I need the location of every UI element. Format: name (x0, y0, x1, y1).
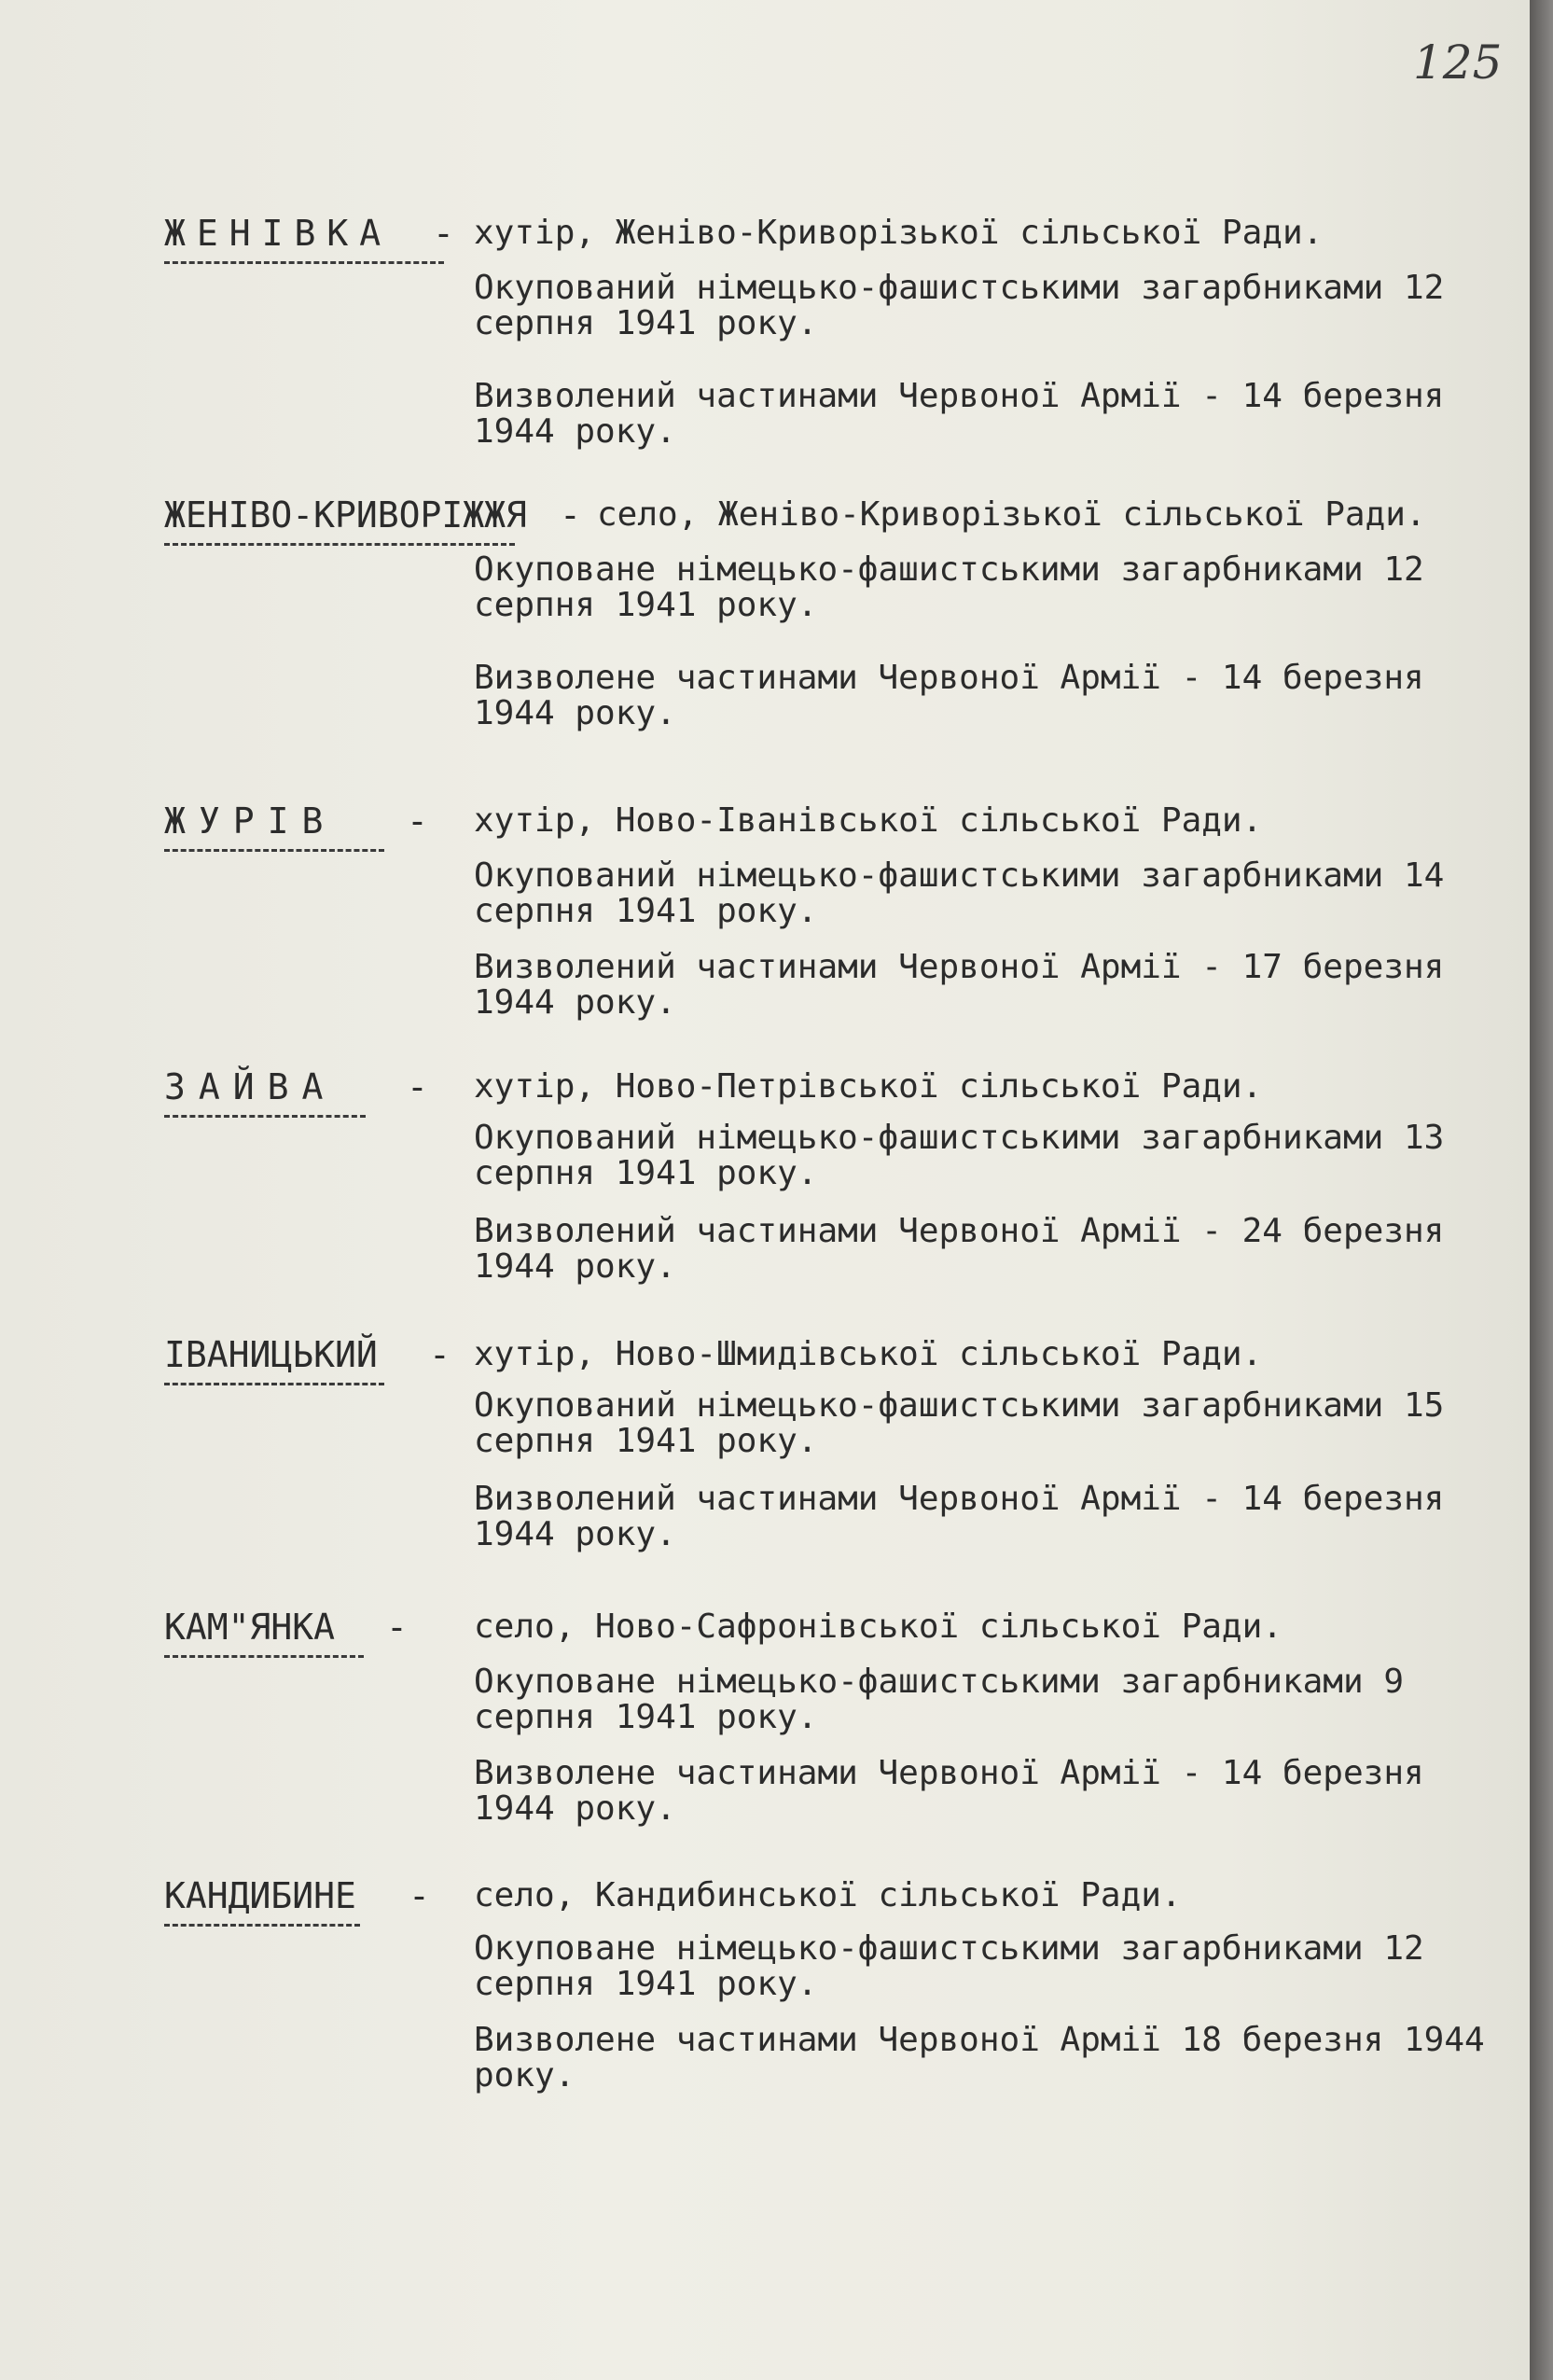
entry-term: ЖЕНІВО-КРИВОРІЖЖЯ (164, 494, 527, 536)
entry-dash: - (433, 213, 454, 254)
entry-dash: - (409, 1875, 430, 1916)
entry-term: ЖЕНІВКА (164, 213, 393, 254)
entry-liberated: Визволене частинами Червоної Армії - 14 березня 1944 року. (474, 659, 1424, 732)
entry-term: ЗАЙВА (164, 1066, 337, 1107)
entry-first-line: село, Женіво-Криворізької сільської Ради. (597, 495, 1426, 534)
entry-liberated: Визволений частинами Червоної Армії - 14 березня 1944 року. (474, 377, 1445, 451)
entry-occupied: Окуповане німецько-фашистськими загарбниками 12 серпня 1941 року. (474, 550, 1424, 624)
entry-liberated: Визволений частинами Червоної Армії - 14 березня 1944 року. (474, 1480, 1445, 1553)
entry-liberated: Визволене частинами Червоної Армії 18 березня 1944 року. (474, 2021, 1485, 2095)
entry-dash: - (407, 1066, 428, 1107)
term-underline (164, 1924, 360, 1927)
entry-first-line: хутір, Ново-Шмидівської сільської Ради. (474, 1335, 1263, 1373)
term-underline (164, 1115, 366, 1118)
entry-occupied: Окупований німецько-фашистськими загарбниками 14 серпня 1941 року. (474, 856, 1445, 930)
entry-dash: - (407, 800, 428, 842)
entry-first-line: хутір, Женіво-Криворізької сільської Ради. (474, 214, 1324, 252)
entry-term: КАНДИБИНЕ (164, 1875, 356, 1916)
term-underline (164, 261, 444, 264)
term-underline (164, 1383, 384, 1385)
entry-dash: - (429, 1334, 451, 1375)
entry-first-line: хутір, Ново-Іванівської сільської Ради. (474, 801, 1263, 840)
entry-occupied: Окуповане німецько-фашистськими загарбниками 12 серпня 1941 року. (474, 1929, 1424, 2003)
term-underline (164, 849, 384, 852)
term-underline (164, 543, 515, 546)
entry-dash: - (560, 494, 581, 536)
entry-occupied: Окупований німецько-фашистськими загарбниками 15 серпня 1941 року. (474, 1386, 1445, 1460)
entry-occupied: Окуповане німецько-фашистськими загарбниками 9 серпня 1941 року. (474, 1663, 1404, 1736)
entry-liberated: Визволений частинами Червоної Армії - 24 березня 1944 року. (474, 1212, 1445, 1286)
entry-liberated: Визволений частинами Червоної Армії - 17 березня 1944 року. (474, 948, 1445, 1022)
entry-liberated: Визволене частинами Червоної Армії - 14 березня 1944 року. (474, 1754, 1424, 1828)
entry-term: ІВАНИЦЬКИЙ (164, 1334, 378, 1375)
entry-occupied: Окупований німецько-фашистськими загарбниками 12 серпня 1941 року. (474, 269, 1445, 342)
term-underline (164, 1655, 364, 1658)
entry-first-line: село, Кандибинської сільської Ради. (474, 1876, 1182, 1914)
entry-dash: - (386, 1607, 408, 1648)
entry-first-line: село, Ново-Сафронівської сільської Ради. (474, 1608, 1283, 1646)
page-edge-shadow (1530, 0, 1553, 2380)
entry-occupied: Окупований німецько-фашистськими загарбниками 13 серпня 1941 року. (474, 1119, 1445, 1192)
entry-term: КАМ"ЯНКА (164, 1607, 336, 1648)
page-number: 125 (1413, 35, 1503, 90)
entry-term: ЖУРІВ (164, 800, 337, 842)
entry-first-line: хутір, Ново-Петрівської сільської Ради. (474, 1067, 1263, 1106)
